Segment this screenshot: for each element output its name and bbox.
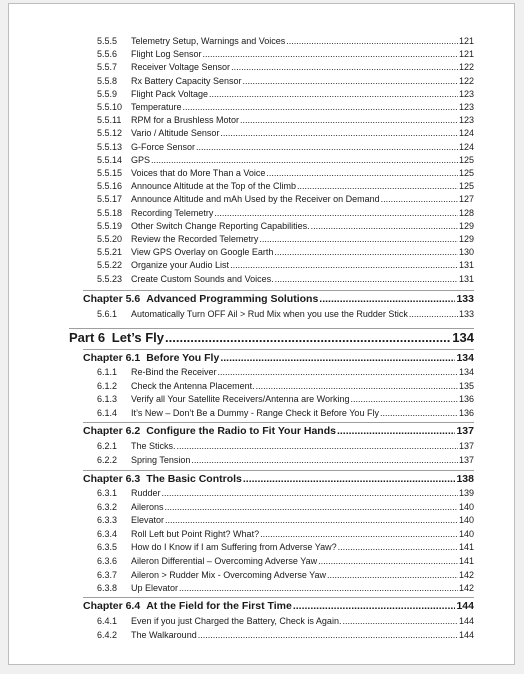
section-title: The Sticks. (131, 441, 176, 451)
chapter-heading-6-4[interactable] (83, 598, 474, 614)
toc-section-entry[interactable] (97, 35, 474, 48)
dot-leader (220, 127, 458, 140)
toc-section-entry[interactable] (97, 114, 474, 127)
page-number: 144 (458, 616, 474, 626)
section-title: Review the Recorded Telemetry (131, 234, 259, 244)
section-number: 5.6.1 (97, 309, 118, 319)
dot-leader (218, 366, 458, 379)
section-number: 5.5.10 (97, 102, 123, 112)
section-number: 6.1.2 (97, 380, 118, 391)
section-number: 6.3.3 (97, 515, 118, 526)
part-title: Let’s Fly (111, 330, 165, 345)
dot-leader (311, 220, 458, 233)
section-title: Other Switch Change Reporting Capabilities. (131, 220, 310, 231)
chapter-label: Chapter 6.1 (83, 352, 141, 364)
section-title: The Walkaround (131, 629, 197, 640)
page-number: 124 (458, 141, 474, 152)
page-number: 137 (458, 454, 474, 465)
dot-leader (350, 393, 458, 406)
page-number: 141 (458, 542, 474, 553)
section-number: 5.5.19 (97, 220, 123, 231)
chapter-title: Before You Fly (146, 352, 220, 364)
dot-leader (293, 598, 456, 614)
dot-leader (203, 48, 458, 61)
page-number: 137 (458, 441, 474, 451)
part-heading-6[interactable] (69, 328, 474, 348)
dot-leader (275, 273, 458, 286)
section-title: G-Force Sensor (131, 141, 196, 152)
dot-leader (162, 487, 458, 500)
page-number: 129 (458, 234, 474, 244)
section-number: 5.5.9 (97, 88, 118, 99)
section-number: 5.5.15 (97, 168, 123, 178)
dot-leader (338, 541, 458, 554)
page-number: 136 (458, 394, 474, 405)
page-number: 142 (458, 583, 474, 594)
page-number: 122 (458, 62, 474, 73)
section-number: 5.5.13 (97, 141, 123, 152)
section-title: Create Custom Sounds and Voices. (131, 273, 274, 284)
toc-subsection-entry[interactable] (97, 555, 474, 568)
dot-leader (327, 569, 458, 582)
section-number: 5.5.17 (97, 194, 123, 205)
dot-leader (231, 61, 458, 74)
document-page (8, 3, 515, 665)
section-title: Up Elevator (131, 583, 179, 594)
chapter-title: The Basic Controls (146, 473, 242, 485)
section-title: Flight Pack Voltage (131, 88, 209, 99)
page-number: 123 (458, 88, 474, 99)
section-number: 6.4.1 (97, 616, 118, 626)
dot-leader (337, 423, 456, 439)
toc-subsection-entry[interactable] (97, 454, 474, 467)
section-title: Telemetry Setup, Warnings and Voices (131, 36, 286, 46)
dot-leader (209, 88, 458, 101)
section-number: 5.5.16 (97, 181, 123, 192)
dot-leader (230, 259, 458, 272)
toc-subsection-entry[interactable] (97, 440, 474, 453)
page-number: 121 (458, 36, 474, 46)
page-number: 134 (458, 367, 474, 377)
chapter-title: At the Field for the First Time (146, 600, 292, 612)
dot-leader (286, 35, 458, 48)
section-title: Check the Antenna Placement. (131, 380, 255, 391)
page-number: 136 (458, 407, 474, 418)
page-number: 123 (458, 102, 474, 112)
toc-subsection-entry[interactable] (97, 569, 474, 582)
dot-leader (409, 308, 458, 321)
dot-leader (240, 114, 458, 127)
section-title: Roll Left but Point Right? What? (131, 528, 260, 539)
toc-section-entry[interactable] (97, 61, 474, 74)
part-label: Part 6 (69, 330, 106, 345)
dot-leader (319, 291, 455, 307)
dot-leader (214, 207, 458, 220)
section-number: 6.3.2 (97, 501, 118, 512)
section-title: Verify all Your Satellite Receivers/Antenna are Working (131, 394, 350, 405)
page-number: 124 (458, 128, 474, 139)
section-title: Elevator (131, 515, 165, 526)
toc-section-entry[interactable] (97, 127, 474, 140)
toc-section-entry[interactable] (97, 167, 474, 180)
section-title: Even if you just Charged the Battery, Check is Again. (131, 616, 342, 626)
toc-section-entry[interactable] (97, 273, 474, 286)
chapter-label: Chapter 6.2 (83, 425, 141, 437)
section-title: Voices that do More Than a Voice (131, 168, 266, 178)
dot-leader (381, 193, 458, 206)
page-number: 144 (458, 629, 474, 640)
page-number: 125 (458, 154, 474, 165)
toc-subsection-entry[interactable] (97, 308, 474, 321)
section-title: Rx Battery Capacity Sensor (131, 75, 242, 86)
page-number: 130 (458, 247, 474, 258)
toc-section-entry[interactable] (97, 75, 474, 88)
toc-subsection-entry[interactable] (97, 615, 474, 628)
chapter-heading-6-1[interactable] (83, 350, 474, 366)
dot-leader (177, 440, 458, 453)
page-number: 138 (456, 473, 474, 485)
toc-section-entry[interactable] (97, 233, 474, 246)
section-number: 6.3.1 (97, 488, 118, 498)
section-title: Ailerons (131, 501, 164, 512)
dot-leader (196, 141, 458, 154)
toc-section-entry[interactable] (97, 193, 474, 206)
page-number: 141 (458, 556, 474, 566)
page-number: 140 (458, 501, 474, 512)
dot-leader (191, 454, 458, 467)
section-number: 5.5.22 (97, 260, 123, 271)
toc-section-entry[interactable] (97, 259, 474, 272)
dot-leader (165, 501, 458, 514)
page-number: 128 (458, 207, 474, 218)
page-number: 127 (458, 194, 474, 205)
page-number: 135 (458, 380, 474, 391)
section-title: It’s New – Don’t Be a Dummy - Range Check it Before You Fly (131, 407, 379, 418)
dot-leader (259, 233, 458, 246)
chapter-title: Configure the Radio to Fit Your Hands (146, 425, 336, 437)
section-title: Spring Tension (131, 454, 191, 465)
page-number: 131 (458, 273, 474, 284)
toc-section-entry[interactable] (97, 207, 474, 220)
page-number: 144 (456, 600, 474, 612)
section-title: View GPS Overlay on Google Earth (131, 247, 274, 258)
section-number: 5.5.14 (97, 154, 123, 165)
page-number: 122 (458, 75, 474, 86)
page-number: 131 (458, 260, 474, 271)
page-number: 134 (452, 330, 474, 345)
page-number: 140 (458, 528, 474, 539)
dot-leader (179, 582, 458, 595)
section-number: 6.3.7 (97, 569, 118, 580)
section-title: Vario / Altitude Sensor (131, 128, 220, 139)
toc-subsection-entry[interactable] (97, 528, 474, 541)
page-number: 142 (458, 569, 474, 580)
section-title: Recording Telemetry (131, 207, 214, 218)
toc-subsection-entry[interactable] (97, 380, 474, 393)
section-number: 5.5.20 (97, 234, 123, 244)
section-title: Flight Log Sensor (131, 49, 202, 60)
dot-leader (380, 407, 458, 420)
section-number: 6.1.4 (97, 407, 118, 418)
section-number: 6.3.4 (97, 528, 118, 539)
section-number: 6.3.6 (97, 556, 118, 566)
toc-section-entry[interactable] (97, 180, 474, 193)
chapter-title: Advanced Programming Solutions (146, 293, 319, 305)
section-title: How do I Know if I am Suffering from Adverse Yaw? (131, 542, 337, 553)
page-number: 125 (458, 168, 474, 178)
toc-subsection-entry[interactable] (97, 487, 474, 500)
section-number: 6.1.1 (97, 367, 118, 377)
section-number: 6.4.2 (97, 629, 118, 640)
section-title: Receiver Voltage Sensor (131, 62, 231, 73)
section-number: 5.5.6 (97, 49, 118, 60)
dot-leader (183, 101, 458, 114)
chapter-heading-6-2[interactable] (83, 423, 474, 439)
section-title: Re-Bind the Receiver (131, 367, 217, 377)
chapter-label: Chapter 6.4 (83, 600, 141, 612)
toc-subsection-entry[interactable] (97, 582, 474, 595)
page-number: 133 (458, 309, 474, 319)
dot-leader (243, 75, 458, 88)
dot-leader (220, 350, 455, 366)
section-number: 5.5.18 (97, 207, 123, 218)
section-title: Rudder (131, 488, 161, 498)
section-number: 5.5.21 (97, 247, 123, 258)
dot-leader (165, 514, 458, 527)
dot-leader (243, 471, 456, 487)
toc-subsection-entry[interactable] (97, 366, 474, 379)
toc-section-entry[interactable] (97, 48, 474, 61)
section-number: 5.5.7 (97, 62, 118, 73)
page-number: 140 (458, 515, 474, 526)
section-number: 6.2.2 (97, 454, 118, 465)
section-number: 6.3.8 (97, 583, 118, 594)
dot-leader (274, 246, 458, 259)
section-title: Temperature (131, 102, 182, 112)
section-title: Announce Altitude at the Top of the Climb (131, 181, 296, 192)
section-title: Organize your Audio List (131, 260, 230, 271)
toc-subsection-entry[interactable] (97, 541, 474, 554)
dot-leader (165, 328, 451, 348)
dot-leader (198, 629, 458, 642)
dot-leader (151, 154, 458, 167)
section-number: 5.5.11 (97, 115, 122, 126)
section-title: Aileron Differential – Overcoming Adverse Yaw (131, 556, 318, 566)
section-title: Aileron > Rudder Mix - Overcoming Adverse Yaw (131, 569, 326, 580)
toc-section-entry[interactable] (97, 220, 474, 233)
toc-subsection-entry[interactable] (97, 629, 474, 642)
section-number: 5.5.12 (97, 128, 123, 139)
page-number: 137 (456, 425, 474, 437)
section-number: 5.5.23 (97, 273, 123, 284)
section-title: Automatically Turn OFF Ail > Rud Mix when you use the Rudder Stick (131, 309, 408, 319)
chapter-heading-5-6[interactable] (83, 291, 474, 307)
toc-section-entry[interactable] (97, 141, 474, 154)
section-number: 6.2.1 (97, 441, 118, 451)
section-title: Announce Altitude and mAh Used by the Receiver on Demand (131, 194, 380, 205)
toc-subsection-entry[interactable] (97, 514, 474, 527)
dot-leader (256, 380, 458, 393)
toc-section-entry[interactable] (97, 246, 474, 259)
section-number: 5.5.5 (97, 36, 118, 46)
section-title: GPS (131, 154, 151, 165)
chapter-label: Chapter 5.6 (83, 293, 141, 305)
page-number: 123 (458, 115, 474, 126)
page-number: 139 (458, 488, 474, 498)
dot-leader (266, 167, 458, 180)
page-number: 125 (458, 181, 474, 192)
toc-subsection-entry[interactable] (97, 407, 474, 420)
page-number: 133 (456, 293, 474, 305)
dot-leader (260, 528, 458, 541)
toc-subsection-entry[interactable] (97, 393, 474, 406)
chapter-label: Chapter 6.3 (83, 473, 141, 485)
toc-section-entry[interactable] (97, 101, 474, 114)
chapter-heading-6-3[interactable] (83, 471, 474, 487)
section-number: 6.1.3 (97, 394, 118, 405)
dot-leader (297, 180, 458, 193)
page-number: 121 (458, 49, 474, 60)
toc-section-entry[interactable] (97, 154, 474, 167)
dot-leader (342, 615, 458, 628)
section-title: RPM for a Brushless Motor (131, 115, 240, 126)
toc-subsection-entry[interactable] (97, 501, 474, 514)
section-number: 6.3.5 (97, 542, 118, 553)
toc-section-entry[interactable] (97, 88, 474, 101)
page-number: 129 (458, 220, 474, 231)
dot-leader (318, 555, 458, 568)
page-number: 134 (456, 352, 474, 364)
section-number: 5.5.8 (97, 75, 118, 86)
